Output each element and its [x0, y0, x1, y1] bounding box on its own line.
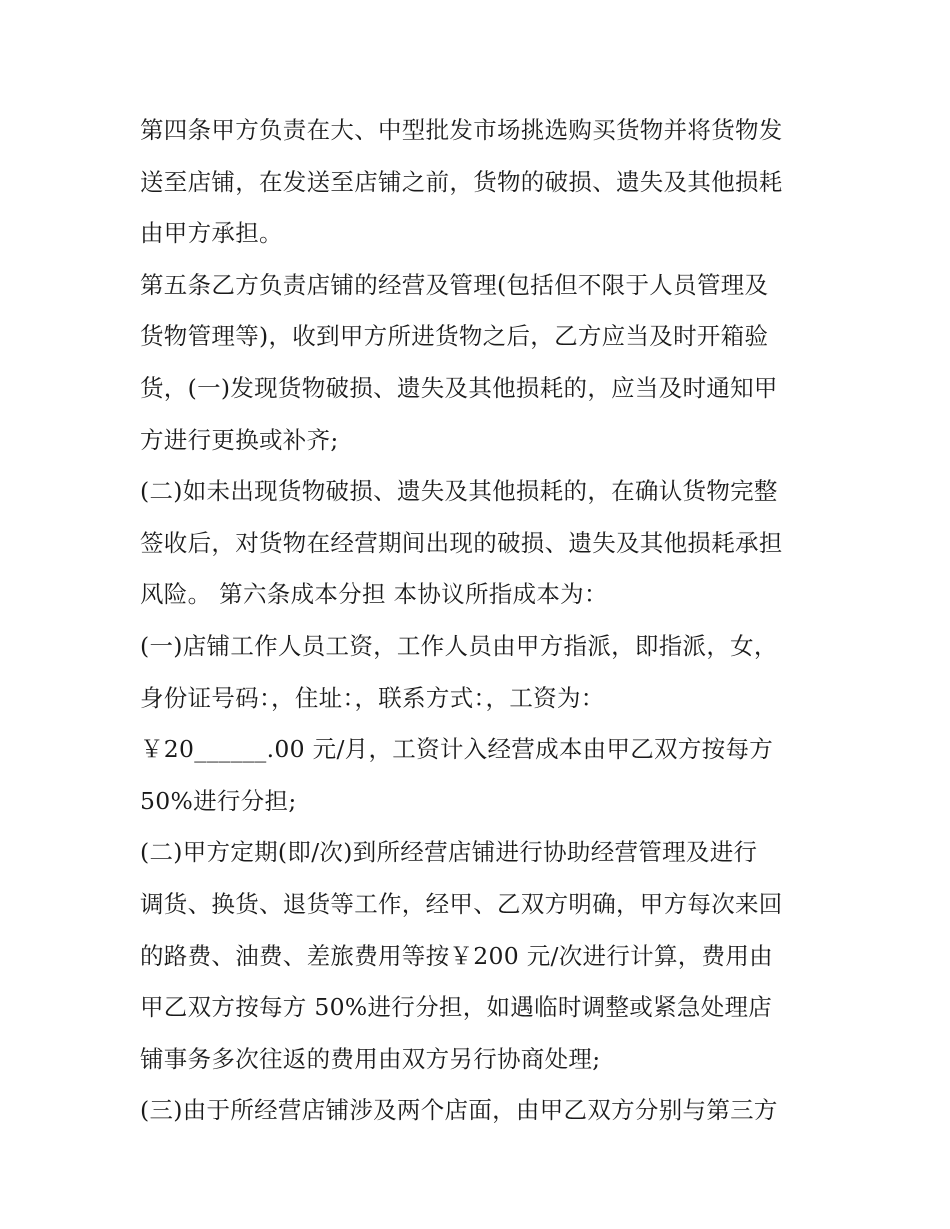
text-line-17: 的路费、油费、差旅费用等按￥200 元/次进行计算，费用由	[140, 941, 773, 970]
text-line-7: 方进行更换或补齐;	[140, 425, 339, 454]
text-line-8: (二)如未出现货物破损、遗失及其他损耗的，在确认货物完整	[140, 477, 778, 506]
text-line-3: 由甲方承担。	[140, 219, 283, 248]
text-line-19: 铺事务多次往返的费用由双方另行协商处理;	[140, 1044, 601, 1073]
text-line-15: (二)甲方定期(即/次)到所经营店铺进行协助经营管理及进行	[140, 838, 758, 867]
text-line-18: 甲乙双方按每方 50%进行分担，如遇临时调整或紧急处理店	[140, 993, 773, 1022]
text-line-14: 50%进行分担;	[140, 786, 297, 815]
text-line-4: 第五条乙方负责店铺的经营及管理(包括但不限于人员管理及	[140, 270, 769, 299]
text-line-6: 货，(一)发现货物破损、遗失及其他损耗的，应当及时通知甲	[140, 373, 778, 402]
text-line-2: 送至店铺，在发送至店铺之前，货物的破损、遗失及其他损耗	[140, 167, 783, 196]
text-line-9: 签收后，对货物在经营期间出现的破损、遗失及其他损耗承担	[140, 528, 783, 557]
text-line-13: ￥20______.00 元/月，工资计入经营成本由甲乙双方按每方	[140, 735, 774, 764]
text-line-1: 第四条甲方负责在大、中型批发市场挑选购买货物并将货物发	[140, 116, 783, 144]
text-line-20: (三)由于所经营店铺涉及两个店面，由甲乙双方分别与第三方	[140, 1096, 778, 1125]
text-line-12: 身份证号码：，住址：，联系方式：，工资为：	[140, 683, 605, 712]
text-line-11: (一)店铺工作人员工资，工作人员由甲方指派，即指派，女，	[140, 631, 778, 660]
text-line-16: 调货、换货、退货等工作，经甲、乙双方明确，甲方每次来回	[140, 889, 783, 918]
text-line-10: 风险。 第六条成本分担 本协议所指成本为：	[140, 580, 608, 609]
text-line-5: 货物管理等)，收到甲方所进货物之后，乙方应当及时开箱验	[140, 322, 769, 351]
document-body	[140, 105, 820, 1137]
